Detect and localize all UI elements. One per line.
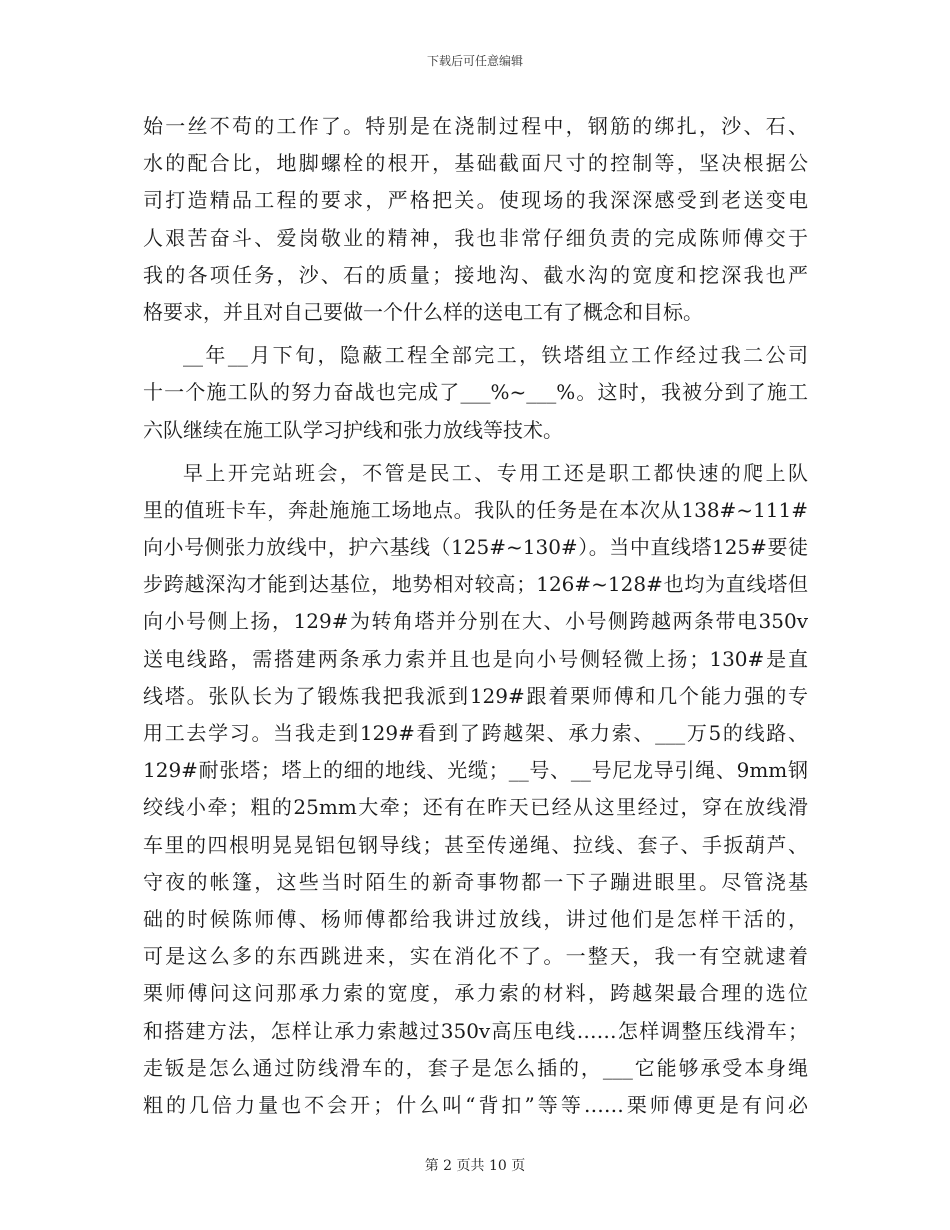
text-line: 粗的几倍力量也不会开；什么叫“背扣”等等……栗师傅更是有问必 bbox=[143, 1092, 808, 1117]
text-line: 向小号侧上扬，129#为转角塔并分别在大、小号侧跨越两条带电350v bbox=[143, 609, 808, 634]
text-line: 送电线路，需搭建两条承力索并且也是向小号侧轻微上扬；130#是直 bbox=[143, 646, 808, 671]
text-line: 走钣是怎么通过防线滑车的，套子是怎么插的，___它能够承受本身绳 bbox=[143, 1055, 808, 1080]
text-line: __年__月下旬，隐蔽工程全部完工，铁塔组立工作经过我二公司 bbox=[183, 343, 808, 368]
text-line: 步跨越深沟才能到达基位，地势相对较高；126#~128#也均为直线塔但 bbox=[143, 572, 808, 597]
text-line: 栗师傅问这问那承力索的宽度，承力索的材料，跨越架最合理的选位 bbox=[143, 981, 808, 1006]
text-line: 我的各项任务，沙、石的质量；接地沟、截水沟的宽度和挖深我也严 bbox=[143, 262, 808, 287]
document-body bbox=[143, 108, 808, 1124]
text-line: 十一个施工队的努力奋战也完成了___%~___%。这时，我被分到了施工 bbox=[143, 380, 808, 405]
text-line: 守夜的帐篷，这些当时陌生的新奇事物都一下子蹦进眼里。尽管浇基 bbox=[143, 869, 808, 894]
text-line: 绞线小牵；粗的25mm大牵；还有在昨天已经从这里经过，穿在放线滑 bbox=[143, 795, 808, 820]
text-line: 早上开完站班会，不管是民工、专用工还是职工都快速的爬上队 bbox=[183, 460, 808, 485]
text-line: 始一丝不苟的工作了。特别是在浇制过程中，钢筋的绑扎，沙、石、 bbox=[143, 114, 808, 138]
text-line: 线塔。张队长为了锻炼我把我派到129#跟着栗师傅和几个能力强的专 bbox=[143, 683, 808, 708]
text-line: 础的时候陈师傅、杨师傅都给我讲过放线，讲过他们是怎样干活的， bbox=[143, 906, 808, 931]
text-line: 向小号侧张力放线中，护六基线（125#~130#）。当中直线塔125#要徒 bbox=[143, 535, 808, 560]
text-line: 格要求，并且对自己要做一个什么样的送电工有了概念和目标。 bbox=[143, 299, 703, 324]
text-line: 可是这么多的东西跳进来，实在消化不了。一整天，我一有空就逮着 bbox=[143, 944, 808, 969]
text-line: 司打造精品工程的要求，严格把关。使现场的我深深感受到老送变电 bbox=[143, 188, 808, 213]
text-line: 车里的四根明晃晃铝包钢导线；甚至传递绳、拉线、套子、手扳葫芦、 bbox=[143, 832, 808, 857]
page-footer: 第 2 页共 10 页 bbox=[424, 1158, 526, 1174]
text-line: 六队继续在施工队学习护线和张力放线等技术。 bbox=[143, 417, 563, 442]
page-header: 下载后可任意编辑 bbox=[426, 54, 523, 68]
text-line: 和搭建方法，怎样让承力索越过350v高压电线……怎样调整压线滑车； bbox=[143, 1018, 808, 1043]
text-line: 129#耐张塔；塔上的细的地线、光缆；__号、__号尼龙导引绳、9mm钢 bbox=[143, 758, 808, 783]
paragraph bbox=[143, 455, 808, 1124]
text-line: 用工去学习。当我走到129#看到了跨越架、承力索、___万5的线路、 bbox=[143, 721, 808, 745]
text-line: 里的值班卡车，奔赴施施工场地点。我队的任务是在本次从138#~111# bbox=[143, 497, 808, 522]
paragraph bbox=[143, 108, 808, 331]
paragraph bbox=[143, 337, 808, 449]
text-line: 人艰苦奋斗、爱岗敬业的精神，我也非常仔细负责的完成陈师傅交于 bbox=[143, 225, 808, 250]
text-line: 水的配合比，地脚螺栓的根开，基础截面尺寸的控制等，坚决根据公 bbox=[143, 151, 808, 176]
